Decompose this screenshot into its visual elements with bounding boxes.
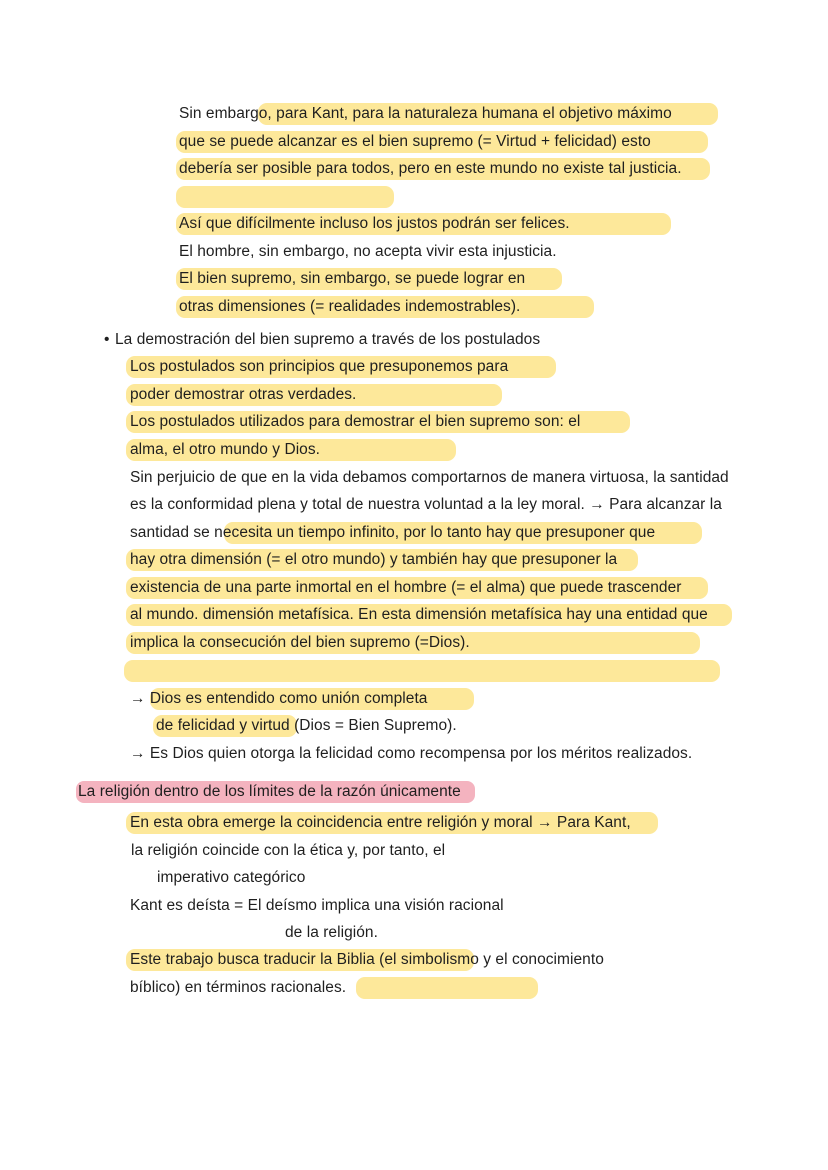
- arrow-line: → Es Dios quien otorga la felicidad como recompensa por los méritos realizados.: [130, 745, 693, 762]
- intro-line: Sin embargo, para Kant, para la naturaleza humana el objetivo máximo: [179, 105, 672, 122]
- religion-line: la religión coincide con la ética y, por tanto, el: [131, 842, 446, 859]
- religion-line: En esta obra emerge la coincidencia entre religión y moral → Para Kant,: [130, 814, 631, 831]
- arrow-line: → Dios es entendido como unión completa: [130, 690, 428, 707]
- arrow-line: de felicidad y virtud (Dios = Bien Supremo).: [156, 717, 457, 734]
- religion-line: bíblico) en términos racionales.: [130, 979, 347, 996]
- intro-line: El bien supremo, sin embargo, se puede lograr en: [179, 270, 526, 287]
- religion-line: de la religión.: [285, 924, 378, 941]
- postulates-line: Sin perjuicio de que en la vida debamos comportarnos de manera virtuosa, la santidad: [130, 469, 729, 486]
- section-heading: La demostración del bien supremo a través de los postulados: [115, 331, 541, 348]
- intro-line: que se puede alcanzar es el bien supremo (= Virtud + felicidad) esto: [179, 133, 651, 150]
- section-title: La religión dentro de los límites de la razón únicamente: [78, 783, 461, 800]
- highlight: [176, 186, 394, 208]
- religion-line: Kant es deísta = El deísmo implica una visión racional: [130, 897, 504, 914]
- postulates-line: Los postulados son principios que presuponemos para: [130, 358, 509, 375]
- postulates-line: santidad se necesita un tiempo infinito, por lo tanto hay que presuponer que: [130, 524, 656, 541]
- intro-line: Así que difícilmente incluso los justos podrán ser felices.: [179, 215, 570, 232]
- intro-line: otras dimensiones (= realidades indemostrables).: [179, 298, 521, 315]
- postulates-line: existencia de una parte inmortal en el hombre (= el alma) que puede trascender: [130, 579, 682, 596]
- highlight: [356, 977, 538, 999]
- highlight: [124, 660, 720, 682]
- postulates-line: Los postulados utilizados para demostrar el bien supremo son: el: [130, 413, 581, 430]
- intro-line: El hombre, sin embargo, no acepta vivir esta injusticia.: [179, 243, 557, 260]
- postulates-line: al mundo. dimensión metafísica. En esta dimensión metafísica hay una entidad que: [130, 606, 708, 623]
- bullet-icon: •: [104, 331, 110, 348]
- postulates-line: implica la consecución del bien supremo (=Dios).: [130, 634, 470, 651]
- religion-line: imperativo categórico: [157, 869, 306, 886]
- postulates-line: hay otra dimensión (= el otro mundo) y también hay que presuponer la: [130, 551, 618, 568]
- intro-line: debería ser posible para todos, pero en este mundo no existe tal justicia.: [179, 160, 682, 177]
- postulates-line: alma, el otro mundo y Dios.: [130, 441, 321, 458]
- religion-line: Este trabajo busca traducir la Biblia (el simbolismo y el conocimiento: [130, 951, 604, 968]
- postulates-line: es la conformidad plena y total de nuestra voluntad a la ley moral. → Para alcanzar la: [130, 496, 722, 513]
- postulates-line: poder demostrar otras verdades.: [130, 386, 357, 403]
